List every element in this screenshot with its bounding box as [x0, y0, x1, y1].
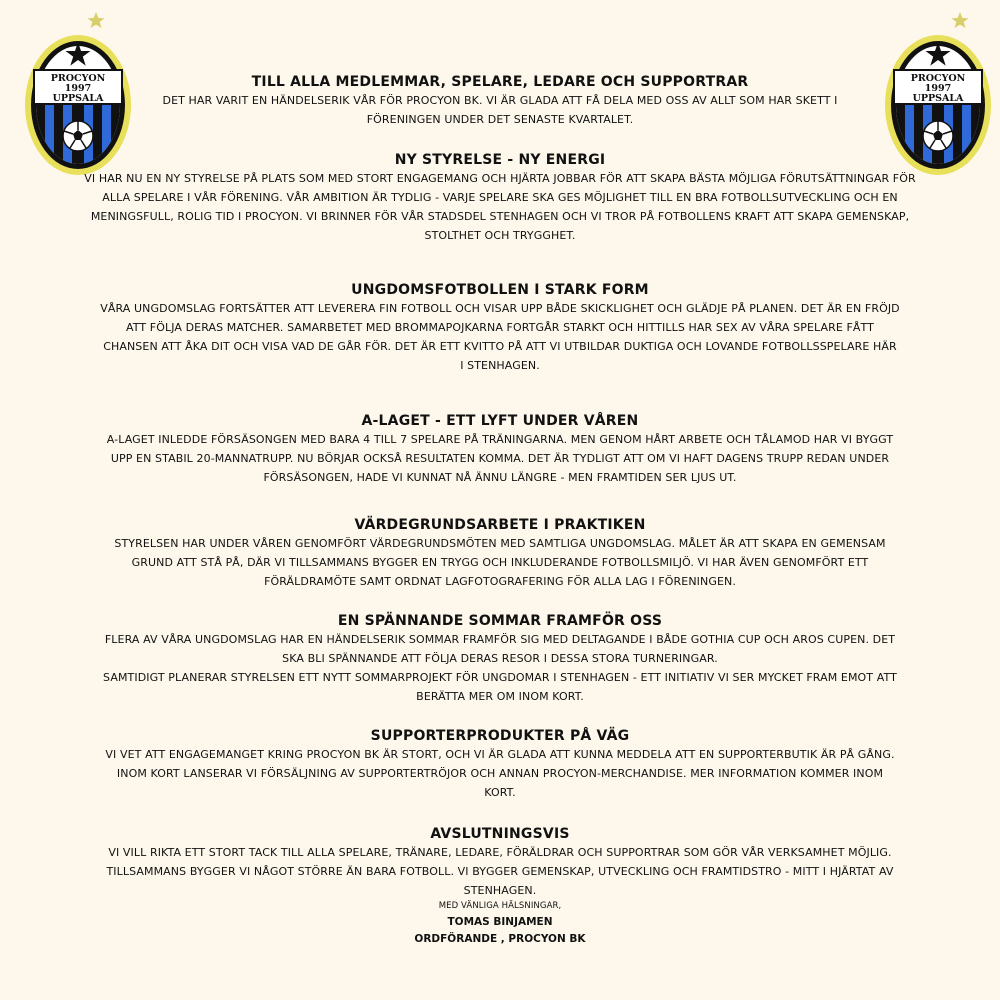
logo-text-line2: 1997 — [924, 83, 952, 94]
section-title: NY STYRELSE - NY ENERGI — [394, 152, 606, 168]
logo-text-line1: PROCYON — [910, 73, 966, 84]
section-title: AVSLUTNINGSVIS — [430, 826, 570, 842]
section-body-2: SAMTIDIGT PLANERAR STYRELSEN ETT NYTT SOMMARPROJEKT FÖR UNGDOMAR I STENHAGEN - ETT INITIATIV VI SER MYCKET FRAM EMOT ATT BERÄTTA MER OM INOM KORT. — [103, 671, 897, 703]
section-body: A-LAGET INLEDDE FÖRSÄSONGEN MED BARA 4 TILL 7 SPELARE PÅ TRÄNINGARNA. MEN GENOM HÅRT ARBETE OCH TÅLAMOD HAR VI BYGGT UPP EN STABIL 20-MANNATRUPP. NU BÖRJAR OCKSÅ RESULTATEN KOMMA. DET ÄR TYDLIGT ATT OM VI HAFT DAGENS TRUPP REDAN UNDER FÖRSÄSONGEN, HADE VI KUNNAT NÅ ÄNNU LÄNGRE - MEN FRAMTIDEN SER LJUS UT. — [106, 433, 894, 484]
intro-section — [100, 73, 900, 129]
section-title: SUPPORTERPRODUKTER PÅ VÄG — [370, 728, 630, 744]
section-ungdomsfotbollen — [100, 281, 900, 375]
intro-body: DET HAR VARIT EN HÄNDELSERIK VÅR FÖR PROCYON BK. VI ÄR GLADA ATT FÅ DELA MED OSS AV ALLT SOM HAR SKETT I FÖRENINGEN UNDER DET SENASTE KVARTALET. — [162, 94, 838, 126]
signature — [100, 898, 900, 948]
football-icon — [923, 121, 953, 151]
section-vardegrund — [100, 516, 900, 591]
section-avslutningsvis — [100, 825, 900, 900]
gold-star-icon — [952, 12, 969, 28]
section-body: VÅRA UNGDOMSLAG FORTSÄTTER ATT LEVERERA FIN FOTBOLL OCH VISAR UPP BÅDE SKICKLIGHET OCH GLÄDJE PÅ PLANEN. DET ÄR EN FRÖJD ATT FÖLJA DERAS MATCHER. SAMARBETET MED BROMMAPOJKARNA FORTGÅR STARKT OCH HITTILLS HAR SEX AV VÅRA SPELARE FÅTT CHANSEN ATT ÅKA DIT OCH VISA VAD DE GÅR FÖR. DET ÄR ETT KVITTO PÅ ATT VI UTBILDAR DUKTIGA OCH LOVANDE FOTBOLLSSPELARE HÄR I STENHAGEN. — [100, 302, 900, 372]
gold-star-icon — [88, 12, 105, 28]
logo-text-line1: PROCYON — [50, 73, 106, 84]
football-icon — [63, 121, 93, 151]
section-title: EN SPÄNNANDE SOMMAR FRAMFÖR OSS — [337, 613, 663, 629]
section-body: VI VILL RIKTA ETT STORT TACK TILL ALLA SPELARE, TRÄNARE, LEDARE, FÖRÄLDRAR OCH SUPPORTRAR SOM GÖR VÅR VERKSAMHET MÖJLIG. TILLSAMMANS BYGGER VI NÅGOT STÖRRE ÄN BARA FOTBOLL. VI BYGGER GEMENSKAP, UTVECKLING OCH FRAMTIDSTRO - MITT I HJÄRTAT AV STENHAGEN. — [106, 846, 894, 897]
signature-name: TOMAS BINJAMEN — [447, 916, 553, 928]
section-sommar — [100, 612, 900, 706]
logo-text-line3: UPPSALA — [52, 93, 104, 104]
section-ny-styrelse — [80, 151, 920, 245]
section-title: A-LAGET - ETT LYFT UNDER VÅREN — [361, 413, 639, 429]
section-title: UNGDOMSFOTBOLLEN I STARK FORM — [351, 282, 649, 298]
section-a-laget — [100, 412, 900, 487]
logo-text-line3: UPPSALA — [912, 93, 964, 104]
section-supporterprodukter — [100, 727, 900, 802]
section-body: FLERA AV VÅRA UNGDOMSLAG HAR EN HÄNDELSERIK SOMMAR FRAMFÖR SIG MED DELTAGANDE I BÅDE GOTHIA CUP OCH AROS CUPEN. DET SKA BLI SPÄNNANDE ATT FÖLJA DERAS RESOR I DESSA STORA TURNERINGAR. — [104, 633, 896, 665]
section-body: STYRELSEN HAR UNDER VÅREN GENOMFÖRT VÄRDEGRUNDSMÖTEN MED SAMTLIGA UNGDOMSLAG. MÅLET ÄR ATT SKAPA EN GEMENSAM GRUND ATT STÅ PÅ, DÄR VI TILLSAMMANS BYGGER EN TRYGG OCH INKLUDERANDE FOTBOLLSMILJÖ. VI HAR ÄVEN GENOMFÖRT ETT FÖRÄLDRAMÖTE SAMT ORDNAT LAGFOTOGRAFERING FÖR ALLA LAG I FÖRENINGEN. — [114, 537, 886, 588]
section-title: VÄRDEGRUNDSARBETE I PRAKTIKEN — [354, 517, 646, 533]
section-body: VI VET ATT ENGAGEMANGET KRING PROCYON BK ÄR STORT, OCH VI ÄR GLADA ATT KUNNA MEDDELA ATT EN SUPPORTERBUTIK ÄR PÅ GÅNG. INOM KORT LANSERAR VI FÖRSÄLJNING AV SUPPORTERTRÖJOR OCH ANNAN PROCYON-MERCHANDISE. MER INFORMATION KOMMER INOM KORT. — [105, 748, 895, 799]
logo-text-line2: 1997 — [64, 83, 92, 94]
intro-title: TILL ALLA MEDLEMMAR, SPELARE, LEDARE OCH SUPPORTRAR — [251, 74, 749, 90]
section-body: VI HAR NU EN NY STYRELSE PÅ PLATS SOM MED STORT ENGAGEMANG OCH HJÄRTA JOBBAR FÖR ATT SKAPA BÄSTA MÖJLIGA FÖRUTSÄTTNINGAR FÖR ALLA SPELARE I VÅR FÖRENING. VÅR AMBITION ÄR TYDLIG - VARJE SPELARE SKA GES MÖJLIGHET TILL EN BRA FOTBOLLSUTVECKLING OCH EN MENINGSFULL, ROLIG TID I PROCYON. VI BRINNER FÖR VÅR STADSDEL STENHAGEN OCH VI TROR PÅ FOTBOLLENS KRAFT ATT SKAPA GEMENSKAP, STOLTHET OCH TRYGGHET. — [84, 172, 916, 242]
signature-greeting: MED VÄNLIGA HÄLSNINGAR, — [438, 901, 562, 911]
signature-role: ORDFÖRANDE , PROCYON BK — [414, 933, 586, 945]
